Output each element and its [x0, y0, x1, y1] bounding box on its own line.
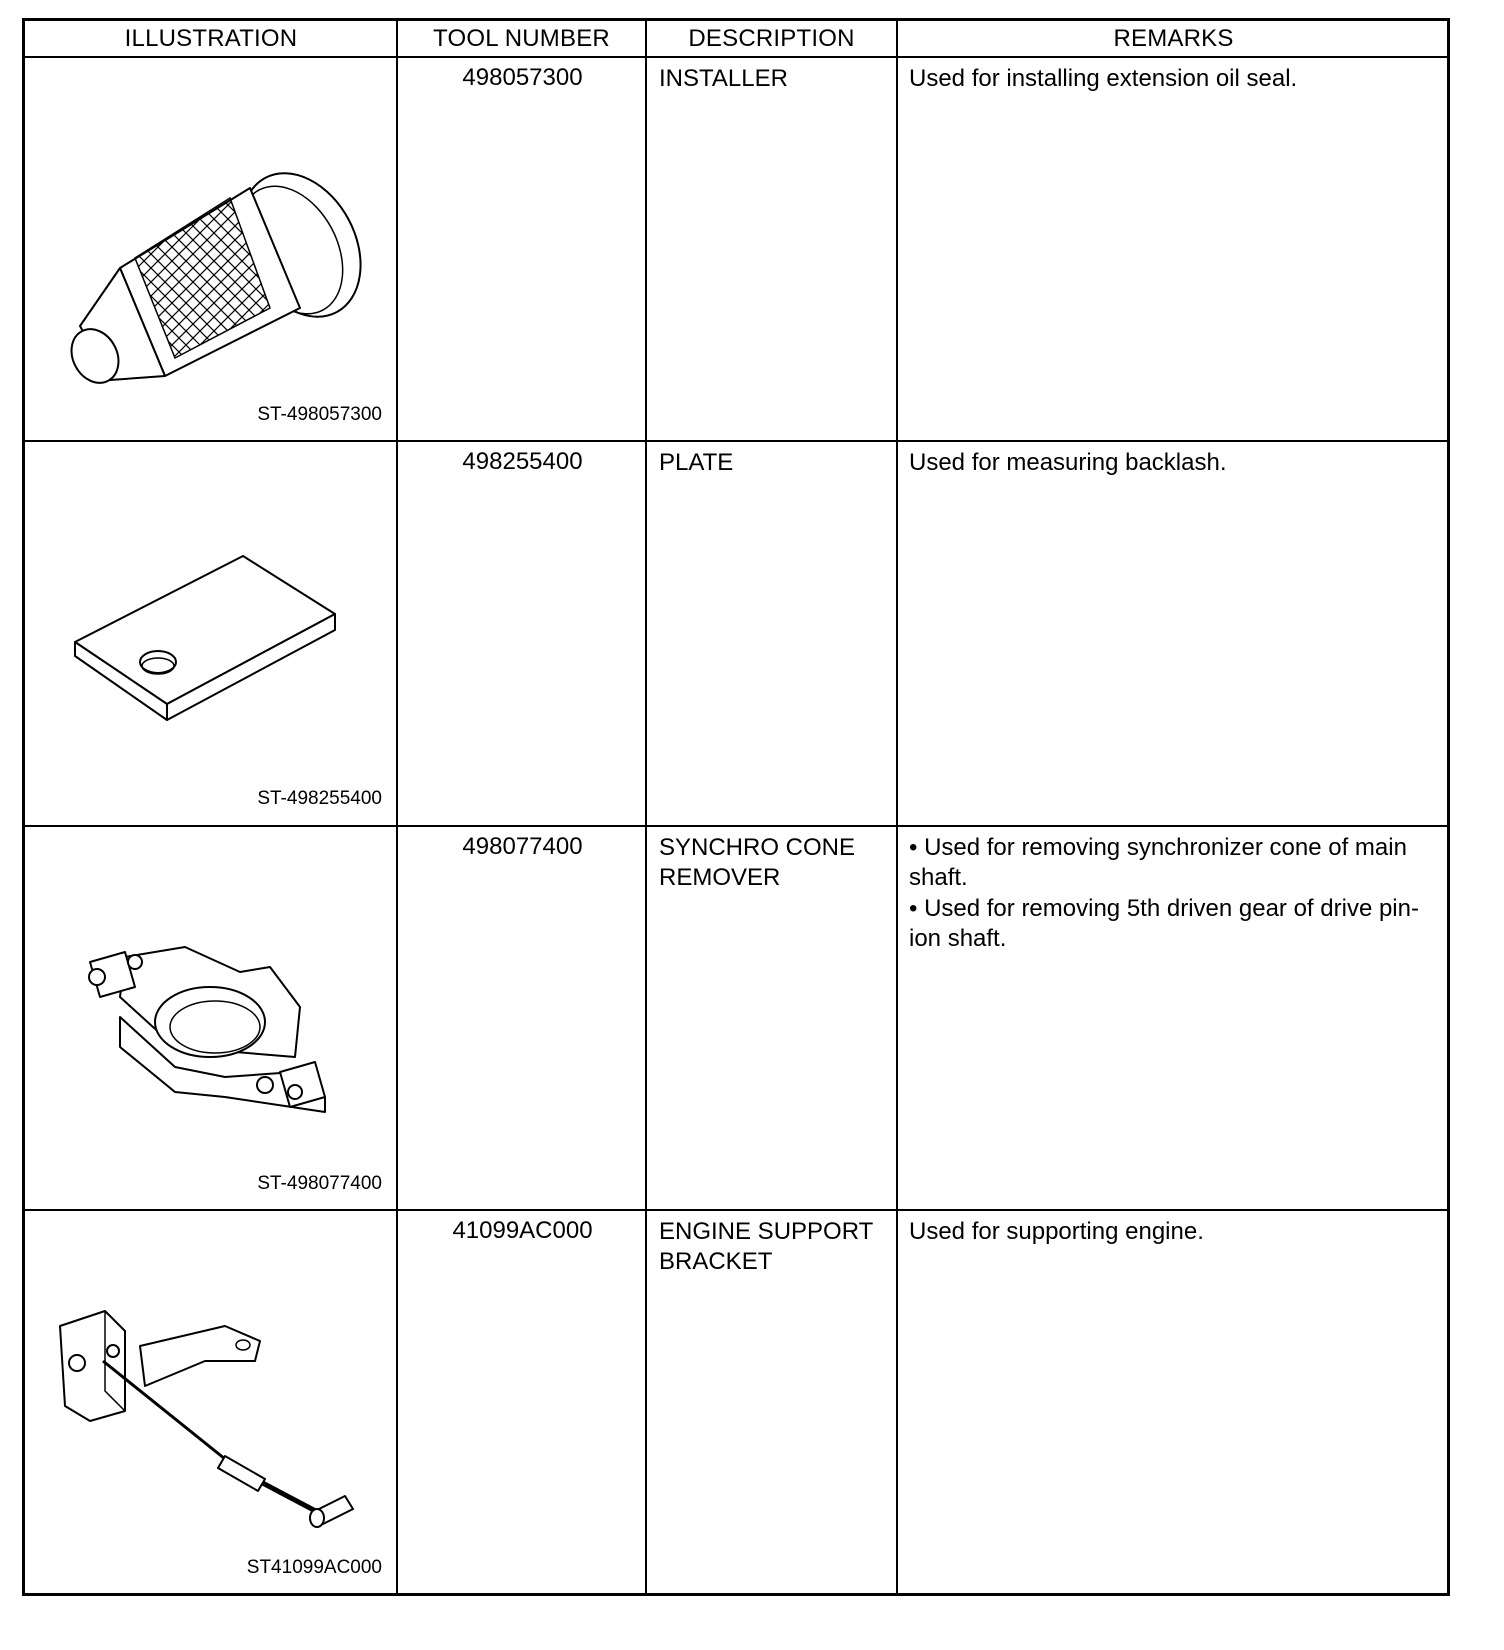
header-description: DESCRIPTION: [688, 25, 855, 52]
remark-line: • Used for removing synchronizer cone of main shaft.: [909, 834, 1407, 891]
illustration-code: ST-498255400: [257, 788, 382, 809]
header-tool-number: TOOL NUMBER: [433, 25, 610, 52]
remarks: [909, 448, 1444, 479]
table-row: [25, 1211, 1447, 1593]
description: INSTALLER: [659, 65, 788, 92]
remark-line: • Used for removing 5th driven gear of drive pin-ion shaft.: [909, 895, 1419, 952]
installer-illustration: [25, 58, 398, 440]
remark-line: Used for installing extension oil seal.: [909, 65, 1298, 92]
tool-number: 41099AC000: [452, 1217, 593, 1244]
illustration-code: ST41099AC000: [246, 1557, 382, 1578]
special-tools-table: [22, 18, 1450, 1596]
table-row: [25, 442, 1447, 825]
illustration-code: ST-498077400: [257, 1173, 382, 1194]
tool-number: 498057300: [462, 64, 583, 91]
remarks: [909, 1217, 1444, 1248]
header-remarks: REMARKS: [1113, 25, 1234, 52]
table-row: [25, 58, 1447, 440]
remarks: [909, 833, 1444, 955]
table-row: [25, 827, 1447, 1209]
synchro-cone-remover-illustration: [25, 827, 398, 1209]
remark-line: Used for measuring backlash.: [909, 449, 1227, 476]
illustration-code: ST-498057300: [257, 404, 382, 425]
remarks: [909, 64, 1444, 95]
tool-number: 498255400: [462, 448, 583, 475]
plate-illustration: [25, 442, 398, 825]
remark-line: Used for supporting engine.: [909, 1218, 1204, 1245]
tool-number: 498077400: [462, 833, 583, 860]
description: SYNCHRO CONE REMOVER: [659, 834, 856, 891]
description: ENGINE SUPPORT BRACKET: [659, 1218, 873, 1275]
description: PLATE: [659, 449, 734, 476]
header-illustration: ILLUSTRATION: [124, 25, 298, 52]
engine-support-bracket-illustration: [25, 1211, 398, 1593]
